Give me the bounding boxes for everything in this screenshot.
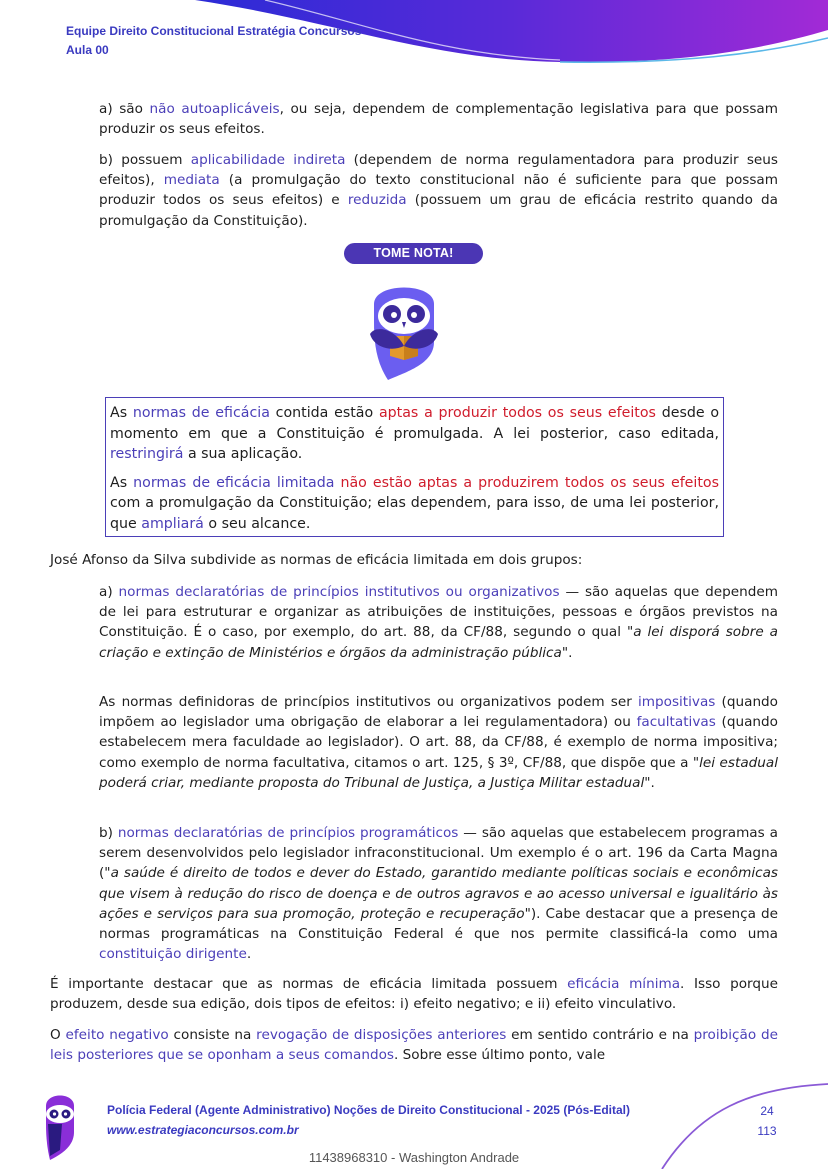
text: a) são — [99, 101, 150, 117]
text: ". — [561, 644, 573, 661]
negative-effect-paragraph — [50, 1025, 778, 1065]
highlight-term: ampliará — [141, 515, 204, 532]
header-team: Equipe Direito Constitucional Estratégia Concursos — [66, 24, 362, 38]
highlight-term: efeito negativo — [65, 1027, 169, 1043]
group-a-paragraph — [99, 582, 778, 663]
text: (a promulgação do texto constitucional não é suficiente para que possam produzir todos os seus efeitos) e — [99, 172, 778, 209]
text: consiste na — [168, 1027, 257, 1043]
highlight-term: normas de eficácia limitada — [133, 474, 335, 491]
highlight-term: revogação de disposições anteriores — [256, 1027, 507, 1043]
text: b) — [99, 825, 118, 841]
text: . Isso porque produzem, desde sua edição, dois tipos de efeitos: i) efeito negativo; e ii) efeito vinculativo. — [50, 976, 778, 1013]
note-box — [105, 397, 724, 537]
text: b) possuem — [99, 152, 191, 168]
tome-nota-badge: TOME NOTA! — [344, 243, 483, 264]
group-a-detail-paragraph — [99, 692, 778, 793]
text: . — [246, 946, 252, 963]
text: o seu alcance. — [203, 515, 311, 532]
highlight-term: eficácia mínima — [567, 976, 681, 992]
text: (quando estabelecem mera faculdade ao legislador). O art. 88, da CF/88, é exemplo de norma impositiva; como exemplo de norma facultativa, citamos o art. 125, § 3º, CF/88, que dispõe que a " — [99, 714, 778, 771]
highlight-term: normas declaratórias de princípios institutivos ou organizativos — [118, 584, 560, 600]
group-b-paragraph — [99, 823, 778, 964]
text: — são aquelas que estabelecem programas a serem desenvolvidos pelo legislador infraconstitucional. Um exemplo é o art. 196 da Carta Magna (" — [99, 825, 778, 882]
text: (possuem um grau de eficácia restrito quando da promulgação da Constituição). — [99, 192, 778, 229]
highlight-term: impositivas — [637, 694, 716, 710]
highlight-term: normas declaratórias de princípios programáticos — [117, 825, 459, 841]
efficacy-min-paragraph — [50, 974, 778, 1014]
highlight-term: não autoaplicáveis — [149, 101, 280, 117]
emphasis-red: aptas a produzir todos os seus efeitos — [378, 405, 656, 421]
text: , ou seja, dependem de complementação legislativa para que possam produzir os seus efeitos. — [99, 101, 778, 138]
page-current: 24 — [760, 1104, 774, 1118]
owl-mascot-icon — [366, 272, 442, 382]
text: . Sobre esse último ponto, vale — [394, 1047, 606, 1064]
highlight-term: normas de eficácia — [132, 405, 270, 421]
text: (dependem de norma regulamentadora para produzir seus efeitos), — [99, 152, 778, 189]
quote-italic: a saúde é direito de todos e dever do Estado, garantido mediante políticas sociais e econômicas que visem à redução do risco de doença e de outros agravos e ao acesso universal e igualitário às ações e serviços para sua promoção, proteção e recuperação — [99, 865, 778, 922]
quote-italic: lei estadual poderá criar, mediante proposta do Tribunal de Justiça, a Justiça Militar estadual — [99, 754, 778, 791]
highlight-term: proibição de leis posteriores que se oponham a seus comandos — [50, 1027, 778, 1064]
header-lesson: Aula 00 — [66, 43, 109, 57]
text: É importante destacar que as normas de eficácia limitada possuem — [50, 976, 568, 992]
watermark: 11438968310 - Washington Andrade — [308, 1150, 520, 1165]
highlight-term: reduzida — [347, 192, 407, 209]
text: As normas definidoras de princípios institutivos ou organizativos podem ser — [99, 694, 638, 710]
quote-italic: a lei disporá sobre a criação e extinção de Ministérios e órgãos da administração pública — [99, 624, 778, 661]
intro-groups: José Afonso da Silva subdivide as normas de eficácia limitada em dois grupos: — [50, 552, 583, 568]
item-a-paragraph — [99, 99, 778, 139]
text: a sua aplicação. — [183, 446, 303, 462]
footer-course-title: Polícia Federal (Agente Administrativo) Noções de Direito Constitucional - 2025 (Pós-Edital) — [107, 1103, 630, 1117]
text: As — [110, 474, 134, 491]
page-number — [752, 1101, 782, 1141]
text: desde o momento em que a Constituição é promulgada. A lei posterior, caso editada, — [110, 405, 720, 442]
page-total: 113 — [757, 1124, 777, 1138]
footer-url-link[interactable]: www.estrategiaconcursos.com.br — [107, 1123, 299, 1137]
text: O — [50, 1027, 66, 1043]
text: — são aquelas que dependem de lei para estruturar e organizar as atribuições de instituições, pessoas e órgãos previstos na Constituição. É o caso, por exemplo, do art. 88, da CF/88, segundo o qual " — [99, 584, 778, 641]
highlight-term: mediata — [163, 172, 220, 189]
note-limitada — [110, 473, 719, 535]
highlight-term: aplicabilidade indireta — [190, 152, 346, 168]
text: "). Cabe destacar que a presença de normas programáticas na Constituição Federal é que nos permite classificá-la como uma — [99, 905, 778, 943]
highlight-term: constituição dirigente — [99, 946, 247, 963]
page-header — [66, 22, 361, 60]
text: em sentido contrário e na — [506, 1027, 694, 1043]
text: contida estão — [269, 405, 379, 421]
note-contida — [110, 403, 719, 465]
text: com a promulgação da Constituição; elas dependem, para isso, de uma lei posterior, que — [110, 495, 719, 532]
text: ". — [644, 774, 655, 791]
emphasis-red: não estão aptas a produzirem todos os seus efeitos — [340, 474, 719, 491]
text: As — [110, 405, 133, 421]
text: (quando impõem ao legislador uma obrigação de elaborar a lei regulamentadora) ou — [99, 694, 778, 731]
text: a) — [99, 584, 119, 600]
highlight-term: facultativas — [636, 714, 716, 731]
item-b-paragraph — [99, 150, 778, 231]
highlight-term: restringirá — [110, 446, 184, 462]
